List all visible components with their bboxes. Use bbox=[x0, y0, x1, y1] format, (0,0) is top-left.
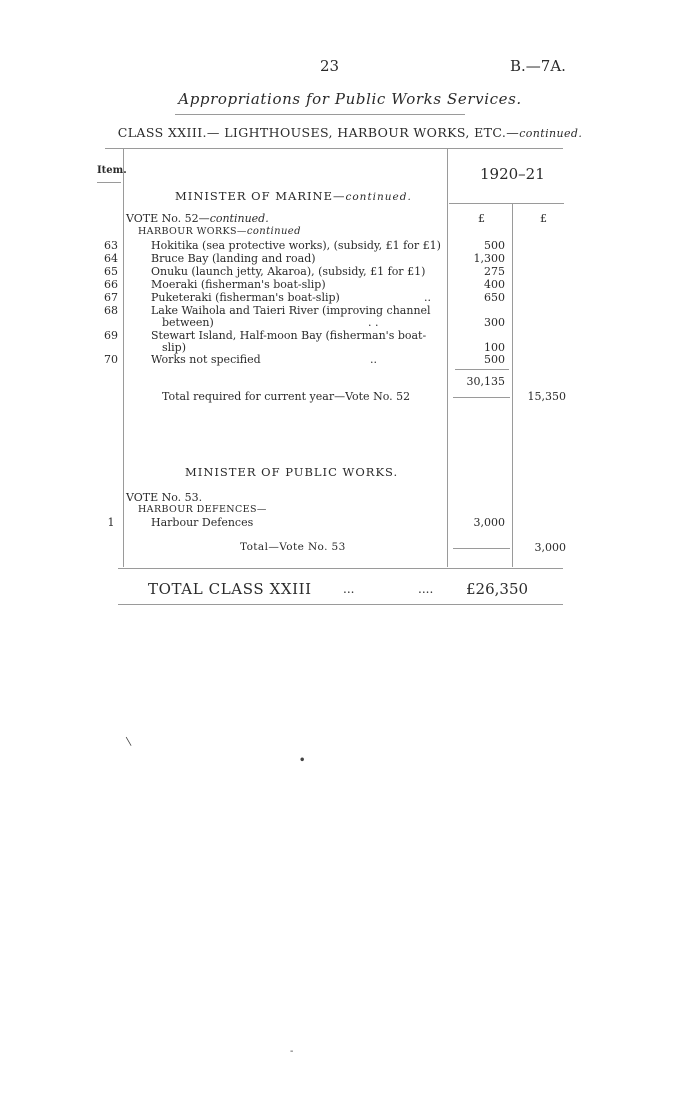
item-number: 68 bbox=[104, 304, 118, 317]
item-amount: 300 bbox=[484, 316, 505, 329]
leader-dots: .... bbox=[418, 582, 434, 596]
item-amount: 275 bbox=[484, 265, 505, 278]
vote-53-total-label: Total—Vote No. 53 bbox=[240, 541, 346, 553]
item-description: Puketeraki (fisherman's boat-slip) bbox=[151, 291, 340, 304]
item-amount: 500 bbox=[484, 353, 505, 366]
vote-52-total-rule bbox=[453, 397, 510, 398]
item-amount: 500 bbox=[484, 239, 505, 252]
item-head-rule bbox=[97, 182, 121, 183]
vote-53-total-rule bbox=[453, 548, 510, 549]
minister-of-public-works-heading: MINISTER OF PUBLIC WORKS. bbox=[185, 465, 399, 479]
subtotal-amount: 30,135 bbox=[466, 375, 505, 388]
item-number: 63 bbox=[104, 239, 118, 252]
harbour-defences-subheading: HARBOUR DEFENCES— bbox=[138, 504, 267, 515]
vote-52-total-label: Total required for current year—Vote No. 52 bbox=[162, 390, 411, 403]
item-amount: 3,000 bbox=[473, 516, 505, 529]
vote-53-heading: VOTE No. 53. bbox=[126, 491, 203, 504]
item-number: 67 bbox=[104, 291, 118, 304]
item-description: Onuku (launch jetty, Akaroa), (subsidy, £1 for £1) bbox=[151, 265, 426, 278]
item-description: Moeraki (fisherman's boat-slip) bbox=[151, 278, 326, 291]
document-reference: B.—7A. bbox=[510, 57, 566, 75]
page-title: Appropriations for Public Works Services. bbox=[178, 90, 522, 108]
class-title: CLASS XXIII.— LIGHTHOUSES, HARBOUR WORKS, ETC.—continued. bbox=[117, 125, 583, 140]
amount-column-rule-right bbox=[512, 203, 513, 567]
item-number: 65 bbox=[104, 265, 118, 278]
vote-52-heading: VOTE No. 52—continued. bbox=[126, 212, 269, 225]
item-description: Hokitika (sea protective works), (subsidy, £1 for £1) bbox=[151, 239, 441, 252]
vote-52-total: 15,350 bbox=[527, 390, 566, 403]
item-description: Bruce Bay (landing and road) bbox=[151, 252, 316, 265]
leader-dots: ... bbox=[343, 582, 355, 596]
vote-53-total: 3,000 bbox=[534, 541, 566, 554]
scan-speck: • bbox=[299, 755, 306, 766]
year-column-header: 1920–21 bbox=[480, 165, 545, 183]
item-description: Lake Waihola and Taieri River (improving channel bbox=[151, 304, 431, 317]
item-number: 66 bbox=[104, 278, 118, 291]
item-amount: 1,300 bbox=[473, 252, 505, 265]
leader-dots: .. bbox=[424, 291, 431, 304]
item-description: Works not specified bbox=[151, 353, 261, 366]
item-description-continued: slip) bbox=[162, 341, 187, 354]
minister-of-marine-heading: MINISTER OF MARINE—continued. bbox=[175, 189, 412, 203]
item-description: Harbour Defences bbox=[151, 516, 254, 529]
item-amount: 400 bbox=[484, 278, 505, 291]
leader-dots: . . bbox=[368, 316, 379, 329]
item-number: 70 bbox=[104, 353, 118, 366]
table-top-rule bbox=[105, 148, 563, 149]
scan-speck: | bbox=[124, 735, 133, 748]
grand-total-rule bbox=[118, 604, 563, 605]
pound-symbol-left: £ bbox=[478, 212, 485, 225]
title-rule bbox=[175, 114, 465, 115]
item-number: 1 bbox=[107, 516, 115, 529]
page-number: 23 bbox=[320, 57, 340, 75]
year-head-rule bbox=[449, 203, 564, 204]
grand-total-label: TOTAL CLASS XXIII bbox=[148, 580, 312, 598]
item-description-continued: between) bbox=[162, 316, 214, 329]
pound-symbol-right: £ bbox=[540, 212, 547, 225]
item-number: 69 bbox=[104, 329, 118, 342]
table-bottom-rule bbox=[118, 568, 563, 569]
item-amount: 100 bbox=[484, 341, 505, 354]
item-column-header: Item. bbox=[97, 165, 127, 176]
scan-speck: - bbox=[290, 1046, 294, 1057]
harbour-works-subheading: HARBOUR WORKS—continued bbox=[138, 226, 301, 237]
item-description: Stewart Island, Half-moon Bay (fisherman's boat- bbox=[151, 329, 427, 342]
item-amount: 650 bbox=[484, 291, 505, 304]
grand-total-value: £26,350 bbox=[466, 580, 529, 598]
leader-dots: .. bbox=[370, 353, 377, 366]
subtotal-rule bbox=[455, 369, 509, 370]
item-number: 64 bbox=[104, 252, 118, 265]
